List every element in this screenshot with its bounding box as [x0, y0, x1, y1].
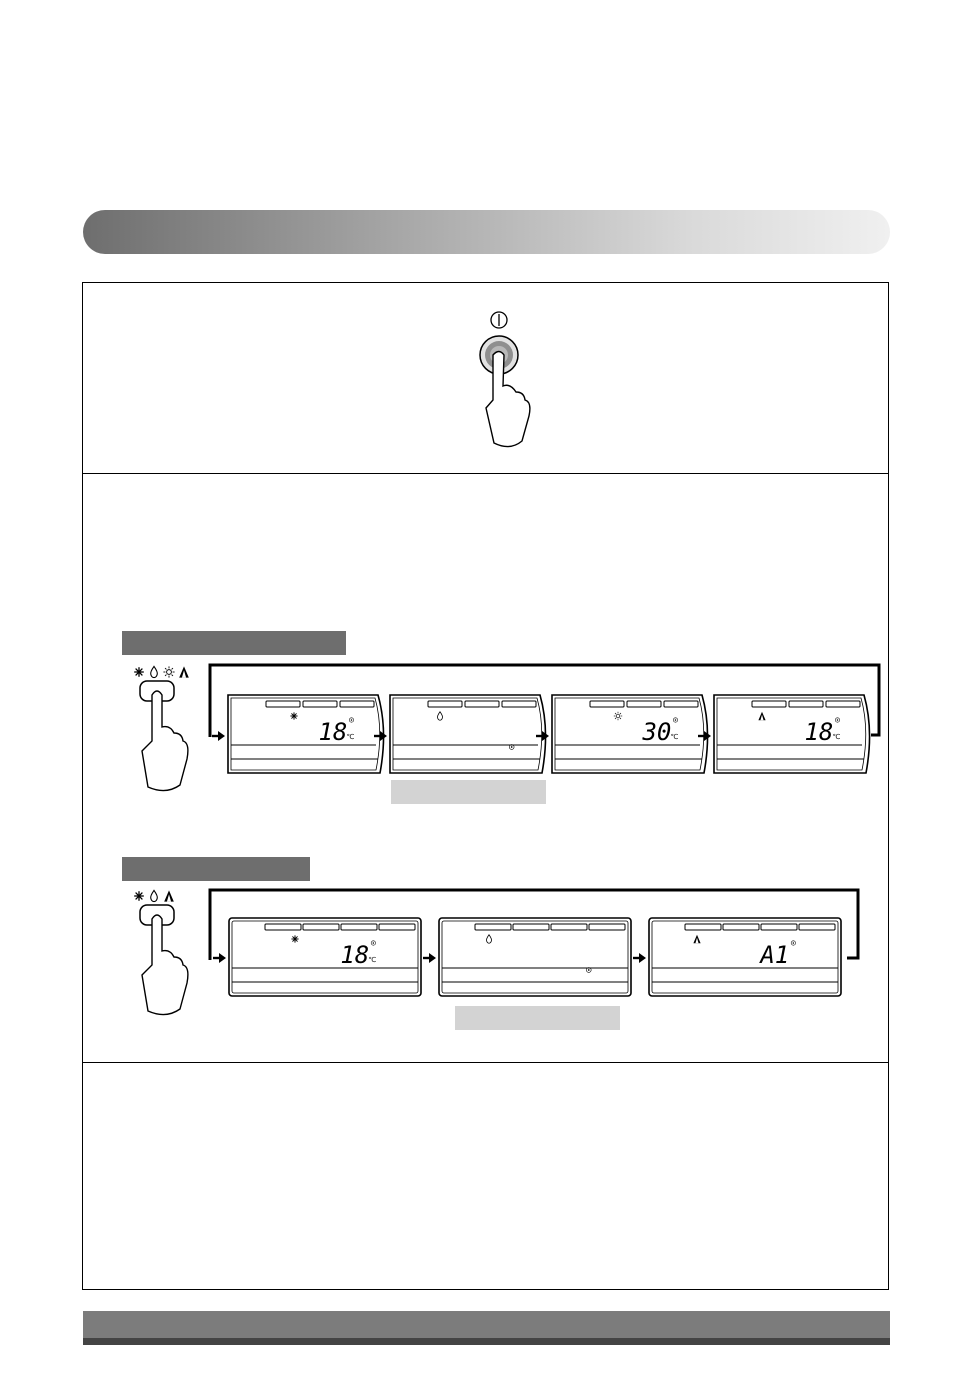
lcd-segment — [303, 924, 339, 930]
auto-icon — [179, 666, 189, 677]
lcd-segment — [752, 701, 786, 707]
lcd-temperature: 18 — [318, 718, 348, 746]
power-button-illustration — [470, 308, 540, 453]
lcd-temperature: 18 — [340, 941, 370, 969]
lcd-unit: ℃ — [368, 956, 377, 964]
mode-note-box-2 — [455, 1006, 620, 1030]
lcd-segment — [475, 924, 511, 930]
lcd-display — [552, 695, 708, 773]
lcd-segment — [465, 701, 499, 707]
lcd-temperature: 18 — [804, 718, 834, 746]
sequence-arrow — [633, 953, 646, 963]
water-drop-icon — [151, 666, 158, 677]
lcd-display — [649, 918, 841, 996]
sequence-arrow — [213, 953, 226, 963]
lcd-segment — [513, 924, 549, 930]
lcd-unit: ℃ — [346, 733, 355, 741]
sequence-arrow — [212, 731, 225, 741]
sun-icon — [614, 712, 622, 720]
lcd-temperature: A1 — [760, 941, 790, 969]
lcd-segment — [265, 924, 301, 930]
mode-label-bar-2 — [122, 857, 310, 881]
mode-sequence-2 — [120, 880, 890, 1020]
lcd-segment — [341, 924, 377, 930]
mode-sequence-1 — [120, 655, 890, 795]
lcd-segment — [502, 701, 536, 707]
lcd-segment — [761, 924, 797, 930]
lcd-segment — [664, 701, 698, 707]
lcd-temperature: 30 — [642, 718, 672, 746]
lcd-segment — [428, 701, 462, 707]
lcd-segment — [379, 924, 415, 930]
snowflake-icon — [134, 891, 144, 901]
lcd-display — [229, 918, 421, 996]
pointing-hand-icon — [142, 691, 188, 791]
mode-label-bar-1 — [122, 631, 346, 655]
lcd-display — [714, 695, 870, 773]
mode-note-box-1 — [391, 780, 546, 804]
divider-2 — [82, 1062, 889, 1063]
mode-button-icons — [134, 890, 174, 901]
lcd-unit: ℃ — [670, 733, 679, 741]
lcd-segment — [723, 924, 759, 930]
snowflake-icon — [290, 712, 297, 719]
snowflake-icon — [291, 935, 298, 942]
lcd-segment — [627, 701, 661, 707]
lcd-segment — [590, 701, 624, 707]
snowflake-icon — [134, 667, 144, 677]
lcd-segment — [266, 701, 300, 707]
lcd-display — [228, 695, 384, 773]
pointing-hand-icon — [142, 915, 188, 1015]
sequence-arrow — [423, 953, 436, 963]
divider-1 — [82, 473, 889, 474]
lcd-segment — [589, 924, 625, 930]
water-drop-icon — [151, 890, 158, 901]
lcd-segment — [551, 924, 587, 930]
sun-icon — [163, 666, 174, 677]
section-title-bar — [83, 210, 890, 254]
power-icon — [491, 312, 507, 328]
lcd-segment — [340, 701, 374, 707]
auto-icon — [164, 890, 174, 901]
lcd-display — [439, 918, 631, 996]
footer-bar — [83, 1311, 890, 1345]
lcd-segment — [303, 701, 337, 707]
lcd-segment — [826, 701, 860, 707]
mode-button-icons — [134, 666, 189, 677]
lcd-segment — [799, 924, 835, 930]
lcd-segment — [685, 924, 721, 930]
lcd-display — [390, 695, 546, 773]
lcd-segment — [789, 701, 823, 707]
lcd-unit: ℃ — [832, 733, 841, 741]
